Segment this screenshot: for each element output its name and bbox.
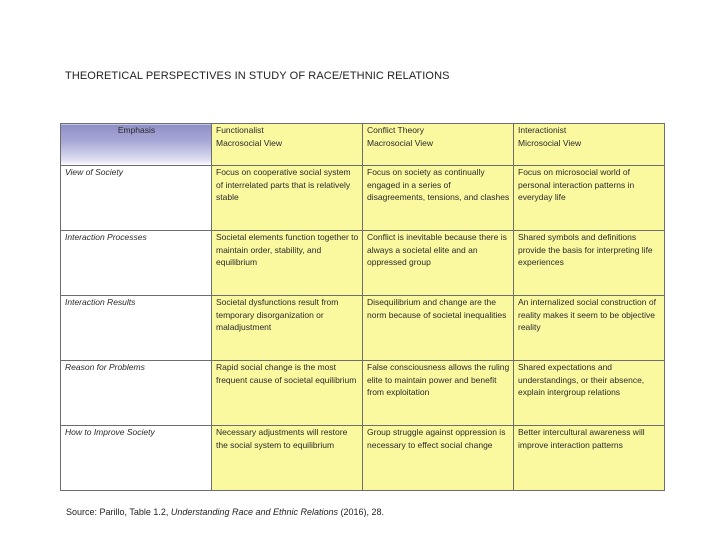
table-cell: Focus on society as continually engaged in a series of disagreements, tensions, and clashes bbox=[363, 166, 514, 231]
column-header-title: Conflict Theory bbox=[367, 125, 425, 135]
table-cell: Societal dysfunctions result from temporary disorganization or maladjustment bbox=[212, 296, 363, 361]
table-cell: Conflict is inevitable because there is always a societal elite and an oppressed group bbox=[363, 231, 514, 296]
table-cell: Group struggle against oppression is necessary to effect social change bbox=[363, 426, 514, 491]
column-header-title: Functionalist bbox=[216, 125, 264, 135]
row-label: Interaction Processes bbox=[61, 231, 212, 296]
table-row bbox=[61, 296, 665, 361]
table-cell: Focus on microsocial world of personal interaction patterns in everyday life bbox=[514, 166, 665, 231]
column-header-conflict bbox=[363, 124, 514, 166]
table-cell: Rapid social change is the most frequent cause of societal equilibrium bbox=[212, 361, 363, 426]
table-row bbox=[61, 361, 665, 426]
header-row bbox=[61, 124, 665, 166]
column-header-interactionist bbox=[514, 124, 665, 166]
page-title: THEORETICAL PERSPECTIVES IN STUDY OF RACE/ETHNIC RELATIONS bbox=[65, 70, 450, 82]
table-cell: Better intercultural awareness will improve interaction patterns bbox=[514, 426, 665, 491]
table-cell: Societal elements function together to maintain order, stability, and equilibrium bbox=[212, 231, 363, 296]
perspectives-table bbox=[60, 123, 665, 491]
table-row bbox=[61, 231, 665, 296]
source-prefix: Source: Parillo, Table 1.2, bbox=[66, 507, 171, 517]
table-cell: Shared symbols and definitions provide the basis for interpreting life experiences bbox=[514, 231, 665, 296]
emphasis-header bbox=[61, 124, 212, 166]
column-header-subtitle: Microsocial View bbox=[518, 137, 582, 148]
table-row bbox=[61, 166, 665, 231]
table-cell: Necessary adjustments will restore the social system to equilibrium bbox=[212, 426, 363, 491]
table-cell: False consciousness allows the ruling elite to maintain power and benefit from exploitation bbox=[363, 361, 514, 426]
table-row bbox=[61, 426, 665, 491]
table-cell: An internalized social construction of reality makes it seem to be objective reality bbox=[514, 296, 665, 361]
column-header-title: Interactionist bbox=[518, 125, 567, 135]
table-cell: Disequilibrium and change are the norm because of societal inequalities bbox=[363, 296, 514, 361]
source-suffix: (2016), 28. bbox=[338, 507, 385, 517]
emphasis-label: Emphasis bbox=[117, 125, 156, 135]
row-label: How to Improve Society bbox=[61, 426, 212, 491]
table-cell: Focus on cooperative social system of interrelated parts that is relatively stable bbox=[212, 166, 363, 231]
source-book-title: Understanding Race and Ethnic Relations bbox=[170, 507, 339, 517]
column-header-subtitle: Macrosocial View bbox=[216, 137, 282, 148]
row-label: Interaction Results bbox=[61, 296, 212, 361]
row-label: Reason for Problems bbox=[61, 361, 212, 426]
column-header-subtitle: Macrosocial View bbox=[367, 137, 433, 148]
table-cell: Shared expectations and understandings, or their absence, explain intergroup relations bbox=[514, 361, 665, 426]
column-header-functionalist bbox=[212, 124, 363, 166]
source-citation bbox=[66, 507, 384, 517]
row-label: View of Society bbox=[61, 166, 212, 231]
